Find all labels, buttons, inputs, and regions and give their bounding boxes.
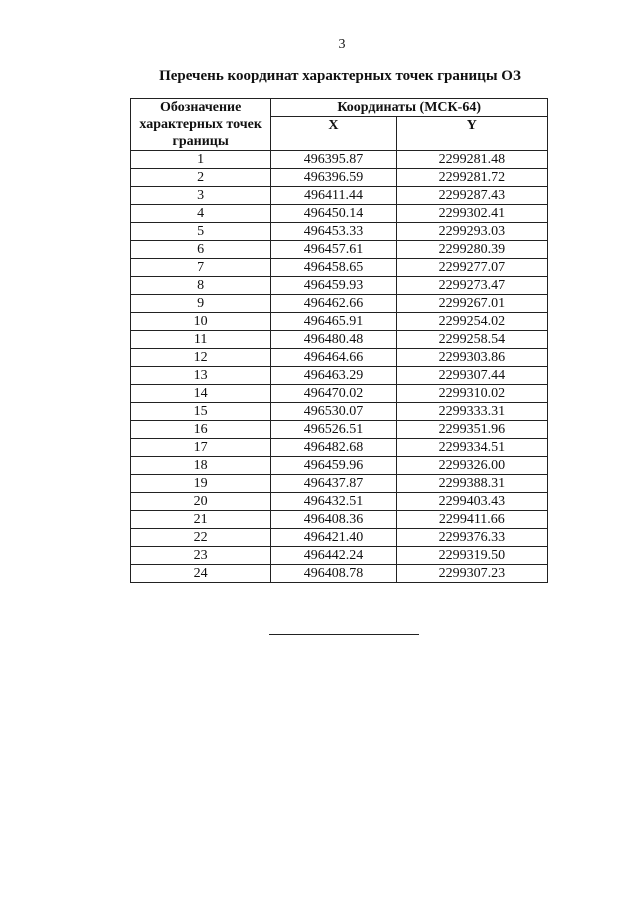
table-row [131,331,548,349]
point-number-cell: 19 [131,475,271,493]
y-coordinate-cell: 2299388.31 [396,475,547,493]
table-row [131,223,548,241]
y-coordinate-cell: 2299376.33 [396,529,547,547]
table-row [131,187,548,205]
point-number-cell: 5 [131,223,271,241]
point-number-cell: 12 [131,349,271,367]
y-coordinate-cell: 2299293.03 [396,223,547,241]
document-title: Перечень координат характерных точек границы ОЗ [159,68,521,84]
x-coordinate-cell: 496459.96 [271,457,396,475]
y-coordinate-cell: 2299273.47 [396,277,547,295]
x-coordinate-cell: 496459.93 [271,277,396,295]
y-coordinate-cell: 2299333.31 [396,403,547,421]
point-number-cell: 17 [131,439,271,457]
table-row [131,385,548,403]
table-row [131,349,548,367]
coordinates-header: Координаты (МСК-64) [271,99,548,117]
table-row [131,511,548,529]
table-row [131,367,548,385]
x-coordinate-cell: 496458.65 [271,259,396,277]
table-row [131,493,548,511]
table-row [131,529,548,547]
y-coordinate-cell: 2299277.07 [396,259,547,277]
y-coordinate-cell: 2299258.54 [396,331,547,349]
point-number-cell: 2 [131,169,271,187]
table-row [131,277,548,295]
table-row [131,313,548,331]
y-coordinate-cell: 2299303.86 [396,349,547,367]
x-coordinate-cell: 496450.14 [271,205,396,223]
table-row [131,439,548,457]
point-number-cell: 1 [131,151,271,169]
x-coordinate-cell: 496395.87 [271,151,396,169]
y-coordinate-cell: 2299281.72 [396,169,547,187]
x-coordinate-cell: 496408.36 [271,511,396,529]
y-coordinate-cell: 2299326.00 [396,457,547,475]
x-coordinate-cell: 496526.51 [271,421,396,439]
point-number-cell: 14 [131,385,271,403]
point-number-cell: 15 [131,403,271,421]
x-coordinate-cell: 496482.68 [271,439,396,457]
designation-header-line: границы [172,134,229,149]
table-row [131,259,548,277]
y-coordinate-cell: 2299351.96 [396,421,547,439]
point-number-cell: 4 [131,205,271,223]
point-number-cell: 21 [131,511,271,529]
table-row [131,403,548,421]
y-coordinate-cell: 2299302.41 [396,205,547,223]
y-coordinate-cell: 2299411.66 [396,511,547,529]
y-coordinate-cell: 2299334.51 [396,439,547,457]
y-coordinate-cell: 2299403.43 [396,493,547,511]
table-row [131,547,548,565]
x-coordinate-cell: 496408.78 [271,565,396,583]
point-number-cell: 18 [131,457,271,475]
point-number-cell: 11 [131,331,271,349]
x-coordinate-cell: 496463.29 [271,367,396,385]
x-coordinate-cell: 496432.51 [271,493,396,511]
table-row [131,205,548,223]
x-coordinate-cell: 496462.66 [271,295,396,313]
point-number-cell: 10 [131,313,271,331]
y-coordinate-cell: 2299307.44 [396,367,547,385]
y-coordinate-cell: 2299281.48 [396,151,547,169]
point-number-cell: 24 [131,565,271,583]
x-coordinate-cell: 496421.40 [271,529,396,547]
x-coordinate-cell: 496480.48 [271,331,396,349]
point-number-cell: 16 [131,421,271,439]
table-row [131,421,548,439]
x-coordinate-cell: 496411.44 [271,187,396,205]
table-row [131,475,548,493]
designation-header-line: характерных точек [139,117,262,132]
table-row [131,565,548,583]
table-header [131,99,548,151]
y-column-header: Y [396,117,547,151]
point-number-cell: 3 [131,187,271,205]
point-number-cell: 7 [131,259,271,277]
x-coordinate-cell: 496442.24 [271,547,396,565]
x-column-header: X [271,117,396,151]
y-coordinate-cell: 2299310.02 [396,385,547,403]
table-row [131,457,548,475]
x-coordinate-cell: 496470.02 [271,385,396,403]
y-coordinate-cell: 2299307.23 [396,565,547,583]
point-number-cell: 6 [131,241,271,259]
coordinates-table [130,98,548,583]
table-row [131,151,548,169]
x-coordinate-cell: 496453.33 [271,223,396,241]
page-number: 3 [338,37,346,52]
table-row [131,169,548,187]
table-row [131,295,548,313]
x-coordinate-cell: 496396.59 [271,169,396,187]
point-number-cell: 22 [131,529,271,547]
designation-header [131,99,271,151]
x-coordinate-cell: 496530.07 [271,403,396,421]
y-coordinate-cell: 2299254.02 [396,313,547,331]
y-coordinate-cell: 2299319.50 [396,547,547,565]
point-number-cell: 9 [131,295,271,313]
table-row [131,241,548,259]
designation-header-line: Обозначение [160,100,242,115]
table-body [131,151,548,583]
x-coordinate-cell: 496465.91 [271,313,396,331]
y-coordinate-cell: 2299280.39 [396,241,547,259]
point-number-cell: 8 [131,277,271,295]
point-number-cell: 13 [131,367,271,385]
point-number-cell: 23 [131,547,271,565]
point-number-cell: 20 [131,493,271,511]
y-coordinate-cell: 2299287.43 [396,187,547,205]
signature-line [269,634,419,635]
x-coordinate-cell: 496437.87 [271,475,396,493]
x-coordinate-cell: 496457.61 [271,241,396,259]
y-coordinate-cell: 2299267.01 [396,295,547,313]
x-coordinate-cell: 496464.66 [271,349,396,367]
